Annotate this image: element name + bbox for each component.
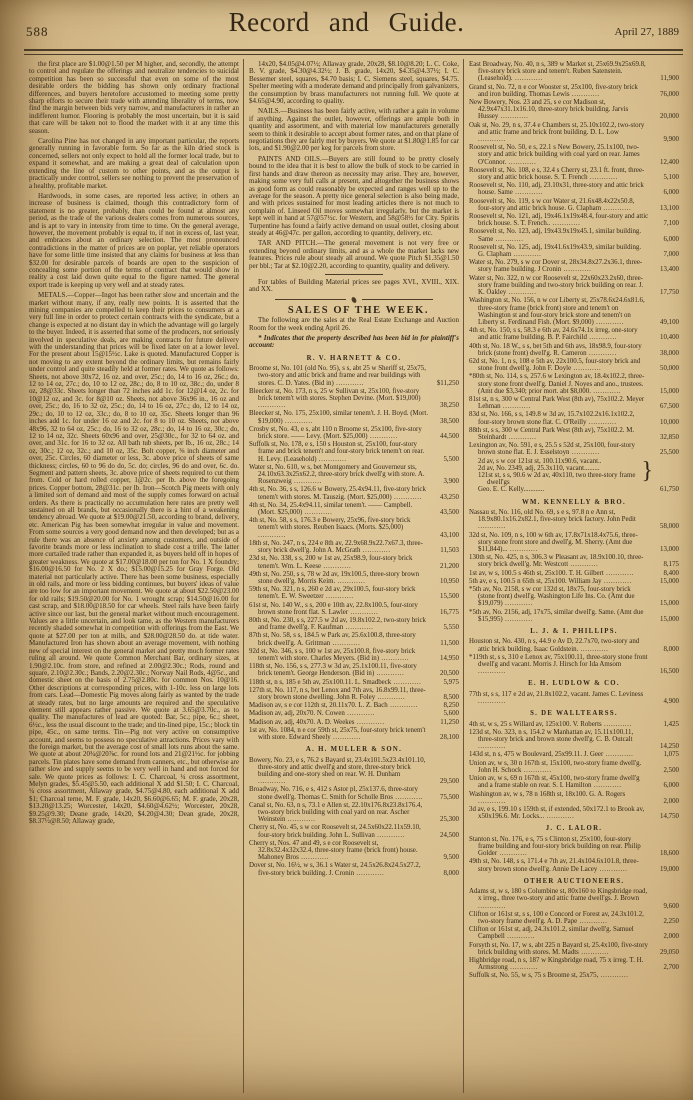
sale-price: 19,000 bbox=[660, 865, 679, 873]
sale-description: *119th st, s s, 310 e Lenox av, 75x100.11, three-story stone front dwell'g and vacant. Morris J. Hirsch for Ida Amsom ..... bbox=[469, 654, 648, 675]
sale-price: 2,700 bbox=[663, 964, 679, 972]
page-header bbox=[0, 0, 693, 48]
column-3 bbox=[463, 59, 683, 1093]
sale-description: Madison av, s e cor 112th st, 20.11x70. L. Z. Bach ..... bbox=[249, 702, 418, 709]
sale-description: 81st st, n s, 300 w Central Park West (8th av), 75x102.2. Meyer Lehman ..... bbox=[469, 396, 644, 410]
sale-entry bbox=[469, 327, 679, 341]
auctioneer-heading: R. V. HARNETT & CO. bbox=[306, 354, 402, 362]
sale-description: Bowery, No. 23, e s, 76.2 s Bayard st, 23.4x101.5x23.4x101.10, three-story and attic dwell'g and store, three-story brick building and one-story shed on rear. W. H. Dunham ..... bbox=[249, 757, 425, 786]
sale-description: Union av, w s, 30 n 167th st, 15x100, two-story frame dwell'g. John H. Schock ..... bbox=[469, 760, 641, 774]
sale-price: 11,500 bbox=[440, 639, 459, 647]
sale-description: Water st, No. 279, s w cor Dover st, 28x34.8x27.2x36.1, three-story frame building. J Cronin ..... bbox=[469, 259, 642, 273]
sale-price: 10,400 bbox=[660, 334, 679, 342]
auctioneer-heading: OTHER AUCTIONEERS. bbox=[523, 877, 625, 885]
sale-entry bbox=[469, 791, 679, 805]
sale-description: Nassau st, No. 116, old No. 69, s e s, 97.8 n e Ann st, 18.9x80.1x16.2x82.1, five-story brick factory. John Pedit ..... bbox=[469, 509, 636, 530]
sale-description: 83d st, No. 166, s s, 149.8 w 3d av, 15.7x102.2x16.1x102.2, four-story brown stone flat. C. O'Reilly ..... bbox=[469, 411, 635, 425]
sale-description: Roosevelt st, No. 125, adj, 19x41.6x19x43.9, similar building. G. Clapham ..... bbox=[469, 244, 641, 258]
sale-entry-line: 2d av, No. 2349, adj, 25.3x110, vacant......... bbox=[478, 464, 600, 472]
sale-description: 32d st, No. 109, n s, 100 w 6th av, 17.8x71x18.4x75.6, three-story stone front store and dwell'g. M. Sherry. (Amt due $11,844)... ..... bbox=[469, 532, 638, 553]
sales-of-the-week-heading: SALES OF THE WEEK. bbox=[287, 304, 430, 316]
sale-price: 44,500 bbox=[440, 433, 459, 441]
body-paragraph: Carolina Pine has not changed in any important particular, the reports generally running in favorable form. So far as the kiln dried stock is concerned, sellers not only expect to hold all the former local trade, but to expand it somewhat, and are making a great deal of calculation upon extending the line of custom to other points, and as the output is practically under control, sellers see nothing to prevent the preservation of a healthy, profitable market. bbox=[29, 137, 239, 190]
sale-price: 16,500 bbox=[660, 668, 679, 676]
sale-description: Clifton or 161st st, s s, 100 e Concord or Forest av, 24.3x101.2, two-story frame dwell'g. A. D. Pape ..... bbox=[469, 911, 644, 925]
sale-entry bbox=[469, 213, 679, 227]
sale-description: 18th st, No. 247, n s, 224 e 8th av, 22.9x68.9x22.7x67.3, three-story brick dwell'g. John A. McGrath ..... bbox=[249, 540, 423, 554]
sale-description: 88th st, s s, 300 w Central Park West (8th av), 75x102.2. M. Steinhardt ..... bbox=[469, 427, 634, 441]
sale-price: 50,000 bbox=[660, 365, 679, 373]
sale-entry bbox=[249, 840, 459, 862]
sale-price: 15,000 bbox=[660, 577, 679, 585]
sale-entry bbox=[469, 509, 679, 531]
sale-entry bbox=[469, 99, 679, 121]
body-paragraph: Hardwoods, in some cases, are reported less active; in others an increase of business is claimed, though this contradictory form of statement is no greater, probably, than could be found at almost any period, as the trade of the various dealers comes from numerous sources, and is apt to vary in intensity from time to time. On the general average, however, the movement probably is equal to, if not in excess of, last year, and embraces about an ordinary selection. The most pronounced contradictions in the matter of prices are on poplar, yet reliable operators have for some little time insisted that any claims for business at less than $32.00 for desirable parcels of boards are open to the suspicion of concealing some portion of the terms of contract that would show in reality a cost laid down quite equal to the figure named. The general export trade is keeping up very well and at steady rates. bbox=[29, 191, 239, 289]
sale-description: 59th st, No. 321, n s, 260 e 2d av, 29x100.5, four-story brick tenem't. E. W. Sweetzer ..... bbox=[249, 586, 416, 600]
section-rule bbox=[325, 274, 383, 275]
sale-entry-line: 2d av, s w cor 121st st, 100.11x90.6, vacant.. bbox=[478, 457, 602, 465]
sale-description: *80th st, No. 114, s s, 257.6 w Lexington av, 18.4x102.2, three-story stone front dwell'g. Daniel J. Noyes and ano., trustees. (Amt due $3,340; prior mort. abt $8,000. ..... bbox=[469, 373, 644, 394]
sale-price: 43,500 bbox=[440, 509, 459, 517]
sale-entry bbox=[469, 144, 679, 166]
sale-entry bbox=[469, 411, 679, 425]
sale-description: 127th st, No. 117, n s, bet Lenox and 7th avs, 16.8x99.11, three-story brown stone dwelling. John R. Foley ..... bbox=[249, 687, 426, 701]
auctioneer-heading: E. H. LUDLOW & CO. bbox=[528, 680, 620, 688]
sale-entry bbox=[249, 687, 459, 701]
sale-entry bbox=[249, 757, 459, 786]
sale-entry bbox=[469, 228, 679, 242]
sale-price: 11,503 bbox=[440, 547, 459, 555]
sale-entry bbox=[469, 182, 679, 196]
sale-price: 16,775 bbox=[440, 608, 459, 616]
sale-description: Roosevelt st, No. 50, e s, 22.1 s New Bowery, 25.1x100, two-story and attic brick building with coal yard on rear. James O'Connor. ..... bbox=[469, 144, 640, 165]
sale-entry-group bbox=[469, 458, 679, 494]
sale-entry bbox=[469, 972, 679, 979]
sale-description: Roosevelt st, No. 110, adj, 23.10x31, three-story and attic brick house. Same ..... bbox=[469, 182, 644, 196]
sale-entry bbox=[469, 911, 679, 925]
sale-price: 14,950 bbox=[440, 654, 459, 662]
sale-entry bbox=[469, 806, 679, 820]
sale-price: 15,000 bbox=[660, 387, 679, 395]
sale-price: 5,600 bbox=[443, 710, 459, 718]
sale-entry bbox=[249, 862, 459, 876]
sale-entry bbox=[249, 426, 459, 440]
sale-price: 2,000 bbox=[663, 797, 679, 805]
sale-price: 5,500 bbox=[443, 455, 459, 463]
sale-description: Stanton st, No. 176, e s, 75 s Clinton st, 25x100, four-story frame building and four-story brick building on rear. Philip Golder ..... bbox=[469, 836, 641, 857]
sale-entry bbox=[469, 836, 679, 858]
sale-entry bbox=[249, 727, 459, 741]
sale-entry bbox=[469, 751, 679, 758]
header-rule bbox=[24, 49, 683, 55]
sale-entry bbox=[469, 167, 679, 181]
sale-entry bbox=[469, 578, 679, 585]
sale-description: Water st, No. 610, w s, bet Montgomery and Gouverneur sts, 24.10x63.3x25x62.2, three-story brick dwell'g with store. A. Rosenzweig ..... bbox=[249, 464, 425, 485]
sales-sections bbox=[249, 355, 459, 877]
sale-entry bbox=[469, 638, 679, 652]
sale-description: Highbridge road, n s, 187 w Kingsbridge road, 75 x irreg. T. H. Armstrong ..... bbox=[469, 957, 643, 971]
sale-entry bbox=[469, 442, 679, 456]
sale-description: Union av, w s, 69 n 167th st, 45x100, two-story frame dwell'g and a frame stable on rear. S. I. Hamilton ..... bbox=[469, 775, 640, 789]
tables-note: For tables of Building Material prices see pages XVI., XVIII., XIX. and XX. bbox=[249, 277, 459, 294]
sale-entry bbox=[249, 632, 459, 646]
sale-entry bbox=[469, 926, 679, 940]
sale-entry bbox=[249, 388, 459, 410]
sale-price: 21,200 bbox=[440, 562, 459, 570]
sale-price: 38,250 bbox=[440, 402, 459, 410]
sale-entry-line: Geo. E. C. Kelly............ bbox=[478, 486, 545, 494]
sale-entry bbox=[469, 586, 679, 608]
sale-entry bbox=[469, 198, 679, 212]
sales-sections bbox=[469, 61, 679, 980]
sale-description: 4th st, w s, 25 s Willard av, 125x100. V. Roberts ..... bbox=[469, 721, 632, 728]
sale-description: 40th st, No. 18 W., s s, bet 5th and 6th avs, 18x98.9, four-story brick (stone front) dwell'g. R. Cameron ..... bbox=[469, 343, 642, 357]
sale-price: 76,000 bbox=[660, 90, 679, 98]
sale-description: 23d st, No. 338, s s, 200 w 1st av, 25x98.9, four-story brick tenem't. Wm. L. Keese ..... bbox=[249, 555, 412, 569]
sale-entry bbox=[469, 729, 679, 751]
sale-entry bbox=[249, 648, 459, 662]
sale-price: 2,250 bbox=[663, 917, 679, 925]
body-paragraph: 14x20, $4.05@4.07½; Allaway grade, 20x28, $8.10@8.20; L. C. Coke, B. V. grade, $4.30@4.32½; J. B. grade, 14x20, $4.35@4.37½; I. C. Bessemer steel, squares, $4.70 basis; I. C. Siemens steel, squares, $4.75. Spelter meeting with a moderate demand and principally from galvanizers, the consumption by brass manufacturers not running full. We quote at $4.65@4.90, according to quality. bbox=[249, 60, 459, 106]
sale-entry bbox=[469, 259, 679, 273]
sale-description: Broome st, No. 101 (old No. 95), s s, abt 25 w Sheriff st, 25x75, two-story and attic brick and frame and rear buildings with stores. C. D. Yates. (Bid in) ..... bbox=[249, 365, 426, 386]
sale-description: Madison av, adj, 40x70. A. D. Weekes ..... bbox=[249, 719, 385, 726]
column-1 bbox=[24, 59, 243, 1093]
sale-price: 43,250 bbox=[440, 493, 459, 501]
sale-entry bbox=[469, 554, 679, 568]
sale-price: 15,000 bbox=[660, 600, 679, 608]
brace-glyph: } bbox=[641, 457, 653, 484]
sale-description: Roosevelt st, No. 123, adj, 19x43.9x19x45.1, similar building. Same ..... bbox=[469, 228, 641, 242]
sale-entry bbox=[469, 691, 679, 705]
ornament-divider bbox=[275, 297, 433, 303]
sale-price: 2,000 bbox=[663, 933, 679, 941]
sale-price: 43,100 bbox=[440, 531, 459, 539]
body-paragraph: the first place are $1.00@1.50 per M higher, and, secondly, the attempt to control and regulate the offerings and neutralize tendencies to suicidal competition has been so successful that even on some of the most desirable orders the bidding has shown only ordinary fractional differences, and buyers heretofore accustomed to meeting some pretty sharp efforts to secure their trade with attending liberality of terms, now find the margin between bids very narrow, and manufacturers in rather an indifferent humor. Flooring is probably the most uncertain, but it is said that care will be taken not to flood the market with it at any time this season. bbox=[29, 60, 239, 135]
sale-entry bbox=[469, 275, 679, 297]
sale-entry bbox=[249, 555, 459, 569]
sale-price: 15,000 bbox=[660, 615, 679, 623]
sale-description: Broadway, No. 716, e s, 412 s Astor pl, 25x137.6, three-story stone dwell'g. Thomas C. Smith for Scholle Bros ..... bbox=[249, 786, 423, 800]
sale-entry bbox=[469, 297, 679, 326]
sale-price: 5,100 bbox=[663, 174, 679, 182]
sale-price: 3,900 bbox=[443, 478, 459, 486]
sale-entry bbox=[249, 540, 459, 554]
sale-price: 15,500 bbox=[440, 593, 459, 601]
sale-description: Clifton or 161st st, adj, 24.3x101.2, similar dwell'g. Samuel Campbell ..... bbox=[469, 926, 634, 940]
sale-price: 8,250 bbox=[443, 702, 459, 710]
sale-price: 49,100 bbox=[660, 318, 679, 326]
sale-description: 4th st, No. 34, 25.4x94.11, similar tenem't. —— Campbell. (Mort. $25,000) ..... bbox=[249, 502, 412, 516]
page-number: 588 bbox=[26, 24, 49, 39]
auctioneer-heading: WM. KENNELLY & BRO. bbox=[521, 498, 627, 506]
sale-description: Suffolk st, No. 178, e s, 150 s Houston st, 25x100, four-story frame and brick tenem't and four-story brick tenem't on rear. H. Levy. (Leasehold) ..... bbox=[249, 441, 424, 462]
sale-description: Roosevelt st, No. 108, e s, 32.4 s Cherry st, 23.1 ft. front, three-story and attic brick house. S. T. French ..... bbox=[469, 167, 644, 181]
sale-description: 77th st, s s, 117 e 2d av, 21.8x102.2, vacant. James C. Leviness ..... bbox=[469, 691, 643, 705]
sale-price: 9,500 bbox=[443, 854, 459, 862]
sale-description: Crosby st, No. 43, e s, abt 110 n Broome st, 25x100, five-story brick store. —— Levy. (Mort. $25,000) ..... bbox=[249, 426, 422, 440]
sale-price: 8,500 bbox=[443, 693, 459, 701]
sale-price: 32,850 bbox=[660, 433, 679, 441]
sale-price: 8,000 bbox=[663, 645, 679, 653]
sale-entry bbox=[469, 858, 679, 872]
sale-description: 62d st, No. 1, n s, 108 e 5th av, 22x100.5, four-story brick and stone front dwell'g. John F. Doyle ..... bbox=[469, 358, 640, 372]
sale-description: Bleecker st, No. 173, n s, 25 w Sullivan st, 25x100, five-story brick tenem't with stores. Stephen Devine. (Mort. $19,000) ..... bbox=[249, 388, 421, 409]
sale-entry bbox=[469, 244, 679, 258]
sales-intro: The following are the sales at the Real Estate Exchange and Auction Room for the week ending April 26. bbox=[249, 316, 459, 332]
masthead-title: Record and Guide. bbox=[228, 7, 465, 37]
sale-entry bbox=[249, 571, 459, 585]
sale-description: 87th st, No. 58, s s, 184.5 w Park av, 25.6x100.8, three-story brick dwell'g. A. Grittman ..... bbox=[249, 632, 416, 646]
sale-entry bbox=[469, 122, 679, 144]
sale-entry bbox=[469, 888, 679, 910]
sale-price: 13,100 bbox=[660, 204, 679, 212]
auctioneer-heading: S. DE WALLTEARSS. bbox=[530, 710, 618, 718]
sale-description: Dover st, No. 16½, w s, 36.1 s Water st, 24.5x26.8x24.5x27.2, five-story brick building. J. Cronin ..... bbox=[249, 862, 421, 876]
issue-date: April 27, 1889 bbox=[614, 26, 679, 38]
sale-entry bbox=[469, 760, 679, 774]
sale-description: 80th st, No. 230, s s, 227.5 w 2d av, 19.8x102.2, two-story brick and frame dwell'g. F. Kaufman ..... bbox=[249, 617, 426, 631]
sale-price: 24,500 bbox=[440, 831, 459, 839]
sale-price: 13,400 bbox=[660, 266, 679, 274]
sale-price: 13,000 bbox=[660, 546, 679, 553]
sale-price: 5,550 bbox=[443, 624, 459, 632]
sale-price: 8,175 bbox=[663, 561, 679, 569]
sale-price: 29,050 bbox=[660, 948, 679, 956]
sale-description: Forsyth st, No. 17, w s, abt 225 n Bayard st, 25.4x100, five-story brick building with stores. M. Madts ..... bbox=[469, 942, 648, 956]
sale-description: Adams st, w s, 180 s Columbine st, 80x160 to Kingsbridge road, x irreg., three two-story and attic frame dwell'gs. J. Brown ..... bbox=[469, 888, 647, 909]
sale-description: 4th st, No. 150, s s, 58.3 e 6th av, 24.6x74.1x irreg, one-story and attic frame building. B. P. Fairchild ..... bbox=[469, 327, 638, 341]
sale-entry bbox=[469, 942, 679, 956]
sale-entry bbox=[249, 719, 459, 726]
auctioneer-heading: J. C. LALOR. bbox=[545, 825, 603, 833]
body-paragraph: TAR AND PITCH.—The general movement is not very free or extending beyond ordinary limits, and as a whole the market lacks new features. Prices rule about steady all around. We quote Pitch $1.35@1.50 per bbl.; Tar at $2.10@2.20, according to quantity, quality and delivery. bbox=[249, 239, 459, 270]
sale-description: 3d av, e s, 199.10 s 159th st, if extended, 50x172.1 to Brook av, x50x196.6. Mr. Locks... ..... bbox=[469, 806, 644, 820]
sale-entry bbox=[469, 957, 679, 971]
sale-price: 18,600 bbox=[660, 850, 679, 858]
auctioneer-heading: A. H. MULLER & SON. bbox=[305, 746, 403, 754]
sale-entry bbox=[249, 410, 459, 424]
sale-entry bbox=[249, 710, 459, 717]
sale-description: Oak st, No. 29, n s, 37.4 e Chambers st, 25.10x102.2, two-story and attic frame and brick front building. D. L. Low ..... bbox=[469, 122, 644, 143]
sale-price: 14,250 bbox=[660, 743, 679, 751]
sale-entry bbox=[249, 602, 459, 616]
sale-price: 29,500 bbox=[440, 778, 459, 786]
sale-description: 1st av, w s, 100.5 s 46th st, 25x100. T. H. Gilbert ..... bbox=[469, 570, 634, 577]
body-paragraph: NAILS.—Business has been fairly active, with rather a gain in volume if anything. Against the outlet, however, offerings are ample both in quantity and assortment, and with material low manufacturers generally seem to think it desirable to accept about former rates, and on that plane of negotiations they are fairly met by buyers. We quote at $1.80@1.85 for car lots, and $1.90@2.00 per keg for parcels from store. bbox=[249, 107, 459, 153]
sale-entry bbox=[469, 721, 679, 728]
sale-price: 20,000 bbox=[660, 113, 679, 121]
sale-price: 28,100 bbox=[440, 733, 459, 741]
content-columns bbox=[24, 59, 683, 1093]
sale-price: 9,900 bbox=[663, 136, 679, 144]
sale-description: 123d st, No. 323, n s, 154.2 w Manhattan av, 15.11x100.11, three-story brick and brown stone dwell'g. C. B. Outcalt ..... bbox=[469, 729, 633, 750]
sale-price: 75,500 bbox=[440, 793, 459, 801]
sale-description: 1st av, No. 1084, n e cor 59th st, 25x75, four-story brick tenem't with store. Edward Sheely ..... bbox=[249, 727, 426, 741]
sale-description: Water st, No. 322, n w cor Roosevelt st, 22x60x23.2x60, three-story frame building and two-story brick building on rear. J. K. Oakley ..... bbox=[469, 275, 643, 296]
sale-description: Cherry st, No. 45, s w cor Roosevelt st, 24.5x60x22.11x59.10, four-story brick building. John L. Sullivan ..... bbox=[249, 824, 421, 838]
sale-price: 5,975 bbox=[443, 678, 459, 686]
plaintiff-account-note: * Indicates that the property described has been bid in for plaintiff's account: bbox=[249, 334, 459, 350]
sale-description: 5th av, e s, 100.5 n 65th st, 25x100. William Jay ..... bbox=[469, 578, 632, 585]
sale-entry bbox=[469, 343, 679, 357]
sale-price: 6,000 bbox=[663, 235, 679, 243]
sale-description: Roosevelt st, No. 119, s w cor Water st, 21.6x48.4x22x50.8, four-story and attic brick house. G. Clapham ..... bbox=[469, 198, 634, 212]
sale-description: 49th st, No. 148, s s, 171.4 e 7th av, 21.4x104.6x101.8, three-story brown stone dwell'g. Annie De Lacey ..... bbox=[469, 858, 639, 872]
sale-price: 2,500 bbox=[663, 766, 679, 774]
body-paragraph: PAINTS AND OILS.—Buyers are still found to be pretty closely bound to the idea that it is best to allow the bulk of stock to be carried in first hands and draw thereon as necessity may arise. They are, however, making some very full calls at present, and altogether the business shows as good form as could reasonably be expected and ranges well up to the average for the season. A pretty nice general selection is also being made, and with prices sustained for most leading articles there is not much to complain of. Linseed Oil moves somewhat irregularly, but the market is kept well in hand at 57@57½c. for Western, and 58@58½ for City. Spirits Turpentine has found a fairly active demand on usual outlet, closing about steady at 46@47c. per gallon, according to quantity, delivery, etc. bbox=[249, 154, 459, 237]
sale-price: 7,100 bbox=[663, 220, 679, 228]
sale-description: Madison av, adj, 20x70. N. Cowen ..... bbox=[249, 710, 375, 717]
sale-price: 10,000 bbox=[660, 418, 679, 426]
sale-entry bbox=[249, 663, 459, 677]
auctioneer-heading: L. J. & I. PHILLIPS. bbox=[530, 628, 618, 636]
sale-description: 130th st, No. 425, n s, 306.3 w Pleasant av, 18.9x100.10, three-story brick dwell'g. Mr. Westcott ..... bbox=[469, 554, 643, 568]
body-paragraph: METALS.—Copper—Ingot has been rather slow and uncertain and the market without many, if any, really new points. It is asserted that the mining companies are compelled to keep their prices to consumers at a very full line in order to protect certain contracts with the syndicate, but a change is expected at no distant day in which the advantage will go largely to the buyer. Indeed, it is asserted that some of the producers, not seriously involved in speculative deals, are making contracts for future delivery with the understanding that prices will be fixed later on at a lower level. For the present about 15@15½c. Lake is quoted. Manufactured Copper is not moving to any extent beyond the ordinary limits, but remains fairly under control and quite steadily held at former rates. We quote as follows: Sheets, not above 30x72, 16 oz. and over, 25c.; do, 14 to 16 oz, 26c.; do, 12 to 14 oz, 27c.; do, 10 to 12 oz, 28c.; do, 8 to 10 oz, 38c.; do, under 8 oz, 28@33c. Sheets longer than 72 inches add 1c. for 12@14 oz, 2c. for 10@12 oz, and 3c. for 8@10 oz. Sheets, not above 36x96 in., 16 oz and over, 25c.; do, 16 to 32 oz, 25c.; do, 14 to 16 oz, 27c.; do, 12 to 14 oz, 29c.; do, 10 to 12 oz, 33c.; do, 8 to 10 oz, 35c. Sheets longer than 96 inches add 1c. for under 16 oz and 2c. for 8 to 10 oz. Sheets, not above 48x96, 32 to 64 oz, 25c.; do, 16 to 32 oz, 28c.; do, 14 to 16 oz, 30c.; do, 12 to 14 oz, 32c. Sheets 60x96 and over, 25@30c., for 32 to 64 oz. and over, and 31c. for 16 to 32 oz. All bath tub sheets, per lb., 16 oz, 28c.; 14 oz, 30c.; 12 oz, 32c.; and 10 oz, 35c. Bolt copper, ⅜ inch diameter and over, 25c. Circles, 60 diameter or less, 3c. above price of sheets of same thickness; circles, 60 to 96 do do, 5c. do; circles, 96 do and over, 6c. do. Segment and pattern sheets, 3c. above price of sheets required to cut them from. Cold or hard rolled copper, 1@2c. per lb. above the foregoing prices. Copper bottom, 28@31c. per lb. Iron—Scotch Pig meets with only a limited sort of demand and most of the supply comes forward on actual orders. As there is practically no accumulation here rates are pretty well sustained on all brands, but occasionally there is a hint of a weakening tendency abroad. We quote at $19.00@21.50, according to brand, delivery, etc. American Pig has been somewhat irregular in value and movement. From some sources a very good demand now and then developed; but as a rule there was an absence of anxiety among customers, and outside of favorite brands more or less inclination to shade cost a trifle. The latter more curtailed trade rather than expanded it, as buyers held off in hopes of greater weakness. We quote at $17.00@18.00 per ton for No. 1 X foundry; $16.00@16.50 for No. 2 X do.; $15.00@15.25 for Gray Forge. Old material not particularly active. There has been some business, especially in old rails, and more or less bidding continues, but buyers' ideas of value are too low for an important movement. We quote at about $22.50@23.00 for old rails; $19.50@20.00 for No. 1 wrought scrap; $14.50@16.00 for cast scrap, and $18.00@18.50 for car wheels. Steel rails have been fairly active since our last, but the general market without much encouragement. Values are a little uncertain, and look tame, as the Western manufacturers recently shaded somewhat in competition with offerings from the East. We quote at $27.00 per ton at mills, and $28.00@28.50 do. at tide water. Manufactured Iron has shown about an average movement, with nothing new of special interest on the general market and pretty much former rates ruling all around. We quote Common Merchant Bar, ordinary sizes, at 1.90@2.10c. from store, and refined at 2.00@2.30c.; Rods, round and square, 2.10@2.30c.; Bands, 2.20@2.30c.; Norway Nail Rods, 4@5c., and domestic sheet on the basis of 2.75@2.80c. for common Nos. 10@16. Other descriptions at corresponding prices, with 1-10c. less on large lots from cars. Lead—Domestic Pig moves along fairly as wanted by the trade at steady rates, but no large amounts are required and the speculative element still appears rather passive. We quote at 3.65@3.70c., as to quality. The manufactures of lead are quoted: Bar, 5c.; pipe, 6c.; sheet, 6½c., less the usual discount to the trade; and tin-lined pipe, 15c.; block tin pipe, 45c., on same terms. Tin—Pig not very active on consumptive account, and seems to possess no speculative attractions. Prices vary with the foreign market, but the average cost of small lots runs about the same. We quote at about 20¾@20⅞c. for round lots and 21@21½c. for jobbing parcels. Tin plates have some demand from canners, etc., but otherwise are rather slow and supply seems to be very well in hand and not forced for sale. We quote prices as follows: I. C. Charcoal, ¼ cross assortment, Melyn grades, $5.45@5.50, each additional X add $1.50; I. C. Charcoal, ¼ cross assortment, Allaway grade, $4.75@4.80, each additional X add $1; Charcoal terne, M. F. grade, 14x20, $6.60@6.65; M. F. grade, 20x28, $13.20@13.25; Worcester, 14x20, $4.60@4.62½; Worcester, 20x28, $9.25@9.30; Deane grade, 14x20, $4.20@4.30; Dean grade, 20x28, $8.37½@8.50; Allaway grade, bbox=[29, 291, 239, 826]
diamond-ornament-icon bbox=[350, 296, 357, 303]
sale-price: 6,000 bbox=[663, 189, 679, 197]
sale-description: 118th st, No. 156, s s, 277.3 w 3d av, 25.1x100.11, five-story brick tenem't. George Henderson. (Bid in) ..... bbox=[249, 663, 417, 677]
sale-price: 14,750 bbox=[660, 813, 679, 821]
sale-entry bbox=[249, 679, 459, 686]
sale-entry bbox=[469, 532, 679, 554]
sale-description: 61st st, No. 140 W., s s, 200 e 10th av, 22.8x100.5, four-story brown stone front flat. S. Lawler ..... bbox=[249, 602, 418, 616]
sale-entry bbox=[469, 427, 679, 441]
sale-description: East Broadway, No. 40, n s, 389 w Market st, 25x69.9x25x69.8, five-story brick store and tenem't. Ruben Satenstein. (Leasehold). ..... bbox=[469, 61, 646, 82]
sale-description: Roosevelt st, No. 121, adj, 19x46.1x19x48.4, four-story and attic brick house. S. T. French.. ..... bbox=[469, 213, 648, 227]
sale-description: Grand st, No. 72, n e cor Wooster st, 25x100, five-story brick and iron building. Thomas Lewis ..... bbox=[469, 84, 638, 98]
sale-entry bbox=[469, 654, 679, 676]
sale-entry bbox=[249, 464, 459, 486]
column-2 bbox=[243, 59, 463, 1093]
sale-description: Washington st, No. 156, n w cor Liberty st, 25x78.6x24.6x81.6, three-story frame (brick front) store and tenem't on Washington st and four-story brick store and tenem't on Liberty st. Ferdinand Fish. (Mort. $9,000) ..... bbox=[469, 297, 645, 326]
sale-price: 4,900 bbox=[663, 698, 679, 706]
sale-price: 11,250 bbox=[440, 718, 459, 726]
sale-price: 12,400 bbox=[660, 158, 679, 166]
sale-description: 143d st, n s, 475 w Boulevard, 25x99.11. J. Geer ..... bbox=[469, 751, 634, 758]
sale-price: 61,750 bbox=[660, 486, 679, 494]
sale-description: Canal st, No. 63, n s, 73.1 e Allen st, 22.10x176.8x23.8x176.4, two-story brick building with coal yard on rear. Ascher Weinstein ..... bbox=[249, 802, 422, 823]
sale-price: 67,500 bbox=[660, 403, 679, 411]
sale-price: 11,900 bbox=[660, 75, 679, 83]
sale-price: 8,000 bbox=[443, 869, 459, 877]
sale-entry-line: 121st st, s s, 90.6 w 2d av, 40x110, two three-story frame dwell'gs bbox=[478, 471, 636, 487]
sale-price: 25,300 bbox=[440, 816, 459, 824]
sale-entry bbox=[469, 609, 679, 623]
sale-price: 17,750 bbox=[660, 289, 679, 297]
sale-entry bbox=[249, 786, 459, 800]
sale-price: 9,600 bbox=[663, 902, 679, 910]
sale-entry bbox=[249, 502, 459, 516]
sale-description: 4th st, No. 36, s s, 126.6 w Bowery, 25.4x94.11, five-story brick tenem't with stores. M. Tauszig. (Mort. $25,000) ..... bbox=[249, 486, 426, 500]
sale-description: Bleecker st, No. 175, 25x100, similar tenem't. J. H. Boyd. (Mort. $19,000) ..... bbox=[249, 410, 428, 424]
sale-description: Suffolk st, No. 55, w s, 75 s Broome st, 25x75, ..... bbox=[469, 972, 628, 979]
sale-entry bbox=[249, 586, 459, 600]
sale-description: 92d st, No. 346, s s, 100 w 1st av, 25x100.8, five-story brick tenem't with store. Charles Meyers. (Bid in) ..... bbox=[249, 648, 415, 662]
sale-price: 1,075 bbox=[663, 751, 679, 759]
sale-entry bbox=[469, 396, 679, 410]
sale-price: 38,000 bbox=[660, 349, 679, 357]
sale-description: *5th av, No. 2158, s w cor 132d st, 18x75, four-story brick (stone front) dwell'g. Washington Life Ins. Co. (Amt due $19,079) ..... bbox=[469, 586, 635, 607]
sale-entry bbox=[469, 358, 679, 372]
sale-description: Lexington av, No. 591, e s, 25.5 s 52d st, 25x100, four-story brown stone flat. E. J. Esselstoyn ..... bbox=[469, 442, 635, 456]
sale-description: 49th st, No. 250, s s, 78 w 2d av, 19x100.5, three-story brown stone dwell'g. Morris Keim. ..... bbox=[249, 571, 419, 585]
sale-entry bbox=[469, 61, 679, 83]
sale-price: 7,000 bbox=[663, 251, 679, 259]
sale-entry bbox=[469, 373, 679, 395]
sale-description: Cherry st, Nos. 47 and 49, s e cor Roosevelt st, 32.8x32.4x32x32.4, three-story frame (brick front) house. Mahoney Bros ..... bbox=[249, 840, 418, 861]
sale-entry bbox=[249, 365, 459, 387]
sale-price: 10,950 bbox=[440, 577, 459, 585]
sale-entry bbox=[469, 775, 679, 789]
sale-price: 6,000 bbox=[663, 782, 679, 790]
sale-description: 4th st, No. 58, s s, 176.3 e Bowery, 25x96, five-story brick tenem't with stores. Reuben Isaacs. (Morts. $25,000) ..... bbox=[249, 517, 410, 538]
sale-price: 58,000 bbox=[660, 523, 679, 531]
sale-entry bbox=[249, 486, 459, 500]
sale-description: Houston st, No. 430, n s, 44.9 e Av D, 22.7x70, two-story and attic brick building. Isaac Goldstein. ..... bbox=[469, 638, 639, 652]
sale-price: $11,250 bbox=[436, 379, 459, 387]
sale-entry bbox=[249, 702, 459, 709]
sale-description: 118th st, n s, 185 e 5th av, 25x100.11. L. Smadbeck ..... bbox=[249, 679, 421, 686]
sale-entry bbox=[469, 84, 679, 98]
sale-price: 38,500 bbox=[440, 417, 459, 425]
sale-entry bbox=[469, 570, 679, 577]
sale-price: 8,400 bbox=[663, 569, 679, 577]
sale-description: New Bowery, Nos. 23 and 25, s e cor Madison st, 42.9x47x31.1x16.10, three-story brick building. Jarvis Hussey ..... bbox=[469, 99, 628, 120]
sale-description: Washington av, w s, 78 n 168th st, 18x100. G. A. Rogers ..... bbox=[469, 791, 625, 805]
sale-description: *5th av, No. 2156, adj, 17x75, similar dwell'g. Same. (Amt due $15,995) ..... bbox=[469, 609, 643, 623]
sale-price: 1,425 bbox=[663, 720, 679, 728]
sale-entry bbox=[249, 802, 459, 824]
sale-price: 25,500 bbox=[660, 449, 679, 457]
sale-entry bbox=[249, 824, 459, 838]
sale-price: 20,500 bbox=[440, 670, 459, 678]
sale-entry bbox=[249, 617, 459, 631]
sale-entry bbox=[249, 441, 459, 463]
sale-entry bbox=[249, 517, 459, 539]
